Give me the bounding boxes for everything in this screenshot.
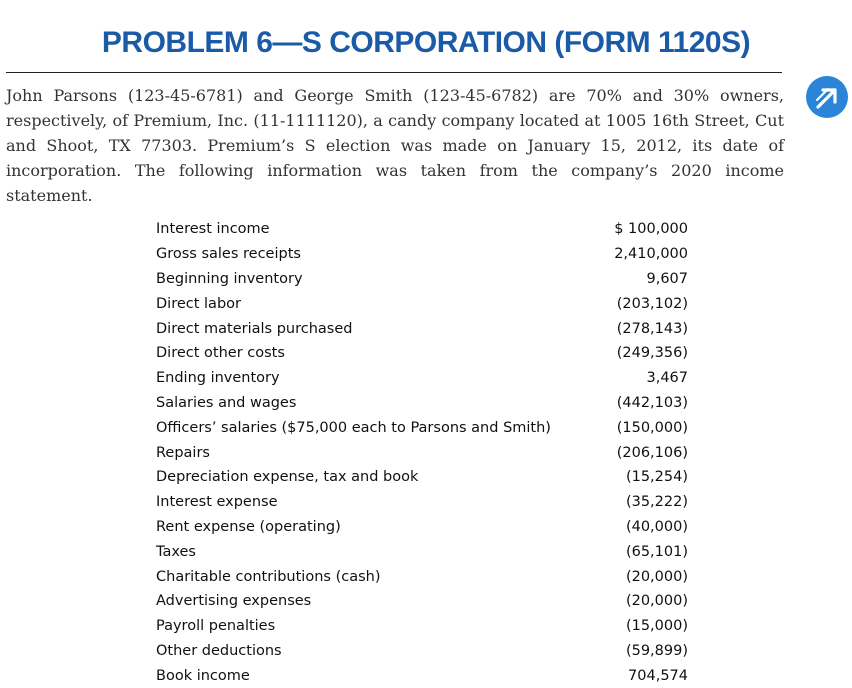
item-amount: (249,356) [616, 345, 688, 362]
item-amount: (442,103) [616, 394, 688, 411]
arrow-up-right-icon [806, 76, 848, 118]
list-item [156, 242, 688, 267]
item-label: Book income [156, 667, 250, 684]
list-item [156, 639, 688, 664]
item-label: Advertising expenses [156, 593, 312, 610]
item-amount: (206,106) [616, 444, 688, 461]
item-label: Direct labor [156, 295, 241, 312]
list-item [156, 291, 688, 316]
item-amount: (65,101) [625, 543, 688, 560]
list-item [156, 614, 688, 639]
item-label: Taxes [156, 543, 196, 560]
item-label: Gross sales receipts [156, 246, 301, 263]
list-item [156, 341, 688, 366]
item-amount: 704,574 [628, 667, 688, 684]
problem-description: John Parsons (123-45-6781) and George Smith (123-45-6782) are 70% and 30% owners, respectively, of Premium, Inc. (11-1111120), a candy company located at 1005 16th Street, Cut and Shoot, TX 77303. Premium’s S election was made on January 15, 2012, its date of incorporation. The following information was taken from the company’s 2020 income statement. [6, 86, 784, 205]
list-item [156, 589, 688, 614]
list-item [156, 515, 688, 540]
item-label: Direct other costs [156, 345, 285, 362]
item-amount: (20,000) [625, 568, 688, 585]
item-label: Interest income [156, 221, 270, 238]
item-amount: 3,467 [646, 370, 688, 387]
item-label: Ending inventory [156, 370, 280, 387]
list-item [156, 391, 688, 416]
item-amount: (15,000) [625, 618, 688, 635]
item-amount: (278,143) [616, 320, 688, 337]
item-label: Other deductions [156, 642, 282, 659]
item-amount: (40,000) [625, 518, 688, 535]
item-amount: (15,254) [625, 469, 688, 486]
item-label: Depreciation expense, tax and book [156, 469, 419, 486]
item-label: Charitable contributions (cash) [156, 568, 381, 585]
item-label: Repairs [156, 444, 210, 461]
list-item [156, 465, 688, 490]
page-title: PROBLEM 6—S CORPORATION (FORM 1120S) [101, 26, 751, 59]
list-item [156, 267, 688, 292]
list-item [156, 316, 688, 341]
item-label: Rent expense (operating) [156, 518, 341, 535]
item-label: Officers’ salaries ($75,000 each to Parsons and Smith) [156, 419, 551, 436]
list-item [156, 539, 688, 564]
item-label: Payroll penalties [156, 618, 276, 635]
item-amount: (35,222) [625, 494, 688, 511]
item-amount: (20,000) [625, 593, 688, 610]
list-item [156, 564, 688, 589]
list-item [156, 217, 688, 242]
item-label: Beginning inventory [156, 270, 303, 287]
item-label: Direct materials purchased [156, 320, 353, 337]
income-statement-list [156, 217, 688, 688]
item-amount: $ 100,000 [614, 221, 688, 238]
item-amount: (150,000) [616, 419, 688, 436]
item-amount: 2,410,000 [614, 246, 688, 263]
list-item [156, 663, 688, 688]
item-amount: (59,899) [625, 642, 688, 659]
item-label: Salaries and wages [156, 394, 297, 411]
item-label: Interest expense [156, 494, 278, 511]
item-amount: 9,607 [646, 270, 688, 287]
item-amount: (203,102) [616, 295, 688, 312]
list-item [156, 366, 688, 391]
list-item [156, 415, 688, 440]
list-item [156, 490, 688, 515]
title-divider [6, 72, 782, 73]
list-item [156, 440, 688, 465]
